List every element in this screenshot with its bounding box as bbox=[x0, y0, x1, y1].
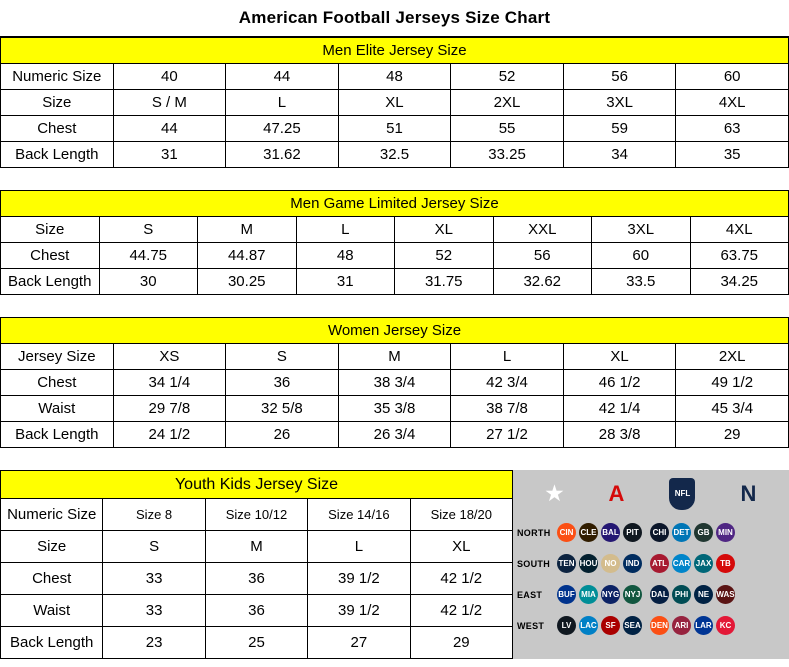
division-rows bbox=[513, 517, 789, 641]
row-value: 39 1/2 bbox=[308, 595, 410, 627]
row-value: L bbox=[308, 531, 410, 563]
eagles-logo-icon: PHI bbox=[672, 585, 691, 604]
chiefs-logo-icon: KC bbox=[716, 616, 735, 635]
row-value: S bbox=[226, 344, 339, 370]
page-title bbox=[0, 0, 789, 37]
bengals-logo-icon: CIN bbox=[557, 523, 576, 542]
division-row bbox=[513, 579, 789, 610]
afc-team-group bbox=[557, 585, 642, 604]
table-row bbox=[1, 627, 513, 659]
row-label: Size bbox=[1, 90, 114, 116]
row-label: Chest bbox=[1, 370, 114, 396]
row-label: Back Length bbox=[1, 627, 103, 659]
row-value: 59 bbox=[563, 116, 676, 142]
page-title-text: American Football Jerseys Size Chart bbox=[238, 8, 551, 27]
giants-logo-icon: NYG bbox=[601, 585, 620, 604]
row-value: 32.5 bbox=[338, 142, 451, 168]
afc-logo: A bbox=[608, 480, 625, 506]
nfl-star-logo: ★ bbox=[545, 482, 564, 505]
lions-logo-icon: DET bbox=[672, 523, 691, 542]
conference-logos bbox=[513, 470, 789, 517]
table-row bbox=[1, 563, 513, 595]
rams-logo-icon: LAR bbox=[694, 616, 713, 635]
colts-logo-icon: IND bbox=[623, 554, 642, 573]
row-value: L bbox=[226, 90, 339, 116]
table-row bbox=[1, 370, 789, 396]
row-value: Size 14/16 bbox=[308, 499, 410, 531]
afc-team-group bbox=[557, 554, 642, 573]
row-value: 46 1/2 bbox=[563, 370, 676, 396]
texans-logo-icon: HOU bbox=[579, 554, 598, 573]
row-value: 29 bbox=[676, 422, 789, 448]
jaguars-logo-icon: JAX bbox=[694, 554, 713, 573]
division-row bbox=[513, 548, 789, 579]
table-row bbox=[1, 422, 789, 448]
saints-logo-icon: NO bbox=[601, 554, 620, 573]
afc-team-group bbox=[557, 523, 642, 542]
row-value: 31 bbox=[113, 142, 226, 168]
row-label: Jersey Size bbox=[1, 344, 114, 370]
row-value: 24 1/2 bbox=[113, 422, 226, 448]
packers-logo-icon: GB bbox=[694, 523, 713, 542]
row-value: 60 bbox=[592, 243, 691, 269]
section-header-row bbox=[1, 38, 789, 64]
49ers-logo-icon: SF bbox=[601, 616, 620, 635]
row-value: 34 1/4 bbox=[113, 370, 226, 396]
row-value: 42 1/4 bbox=[563, 396, 676, 422]
row-value: 56 bbox=[493, 243, 592, 269]
row-value: 26 bbox=[226, 422, 339, 448]
row-label: Size bbox=[1, 531, 103, 563]
row-label: Waist bbox=[1, 396, 114, 422]
browns-logo-icon: CLE bbox=[579, 523, 598, 542]
nfc-team-group bbox=[650, 616, 735, 635]
nfl-teams-panel bbox=[513, 470, 789, 659]
row-value: 4XL bbox=[690, 217, 789, 243]
section-title: Men Game Limited Jersey Size bbox=[1, 191, 789, 217]
table-row bbox=[1, 142, 789, 168]
section-header-row bbox=[1, 318, 789, 344]
row-value: 30 bbox=[99, 269, 198, 295]
row-value: 2XL bbox=[676, 344, 789, 370]
row-value: 30.25 bbox=[198, 269, 297, 295]
row-value: 3XL bbox=[592, 217, 691, 243]
table-row bbox=[1, 90, 789, 116]
row-value: 47.25 bbox=[226, 116, 339, 142]
row-value: M bbox=[338, 344, 451, 370]
row-value: XL bbox=[395, 217, 494, 243]
section-spacer bbox=[0, 168, 789, 190]
row-label: Back Length bbox=[1, 269, 100, 295]
row-value: Size 18/20 bbox=[410, 499, 512, 531]
bears-logo-icon: CHI bbox=[650, 523, 669, 542]
row-value: 48 bbox=[338, 64, 451, 90]
row-value: 55 bbox=[451, 116, 564, 142]
section-title: Women Jersey Size bbox=[1, 318, 789, 344]
row-label: Chest bbox=[1, 243, 100, 269]
row-value: XXL bbox=[493, 217, 592, 243]
row-value: 44 bbox=[113, 116, 226, 142]
row-value: 26 3/4 bbox=[338, 422, 451, 448]
row-value: S / M bbox=[113, 90, 226, 116]
row-label: Numeric Size bbox=[1, 499, 103, 531]
table-row bbox=[1, 595, 513, 627]
section-header-row bbox=[1, 191, 789, 217]
table-row bbox=[1, 396, 789, 422]
section-spacer bbox=[0, 295, 789, 317]
row-value: 32 5/8 bbox=[226, 396, 339, 422]
row-value: 52 bbox=[395, 243, 494, 269]
table-row bbox=[1, 217, 789, 243]
row-value: M bbox=[198, 217, 297, 243]
seahawks-logo-icon: SEA bbox=[623, 616, 642, 635]
row-label: Chest bbox=[1, 116, 114, 142]
row-value: 35 3/8 bbox=[338, 396, 451, 422]
row-value: 42 1/2 bbox=[410, 595, 512, 627]
nfc-team-group bbox=[650, 585, 735, 604]
buccaneers-logo-icon: TB bbox=[716, 554, 735, 573]
panthers-logo-icon: CAR bbox=[672, 554, 691, 573]
row-value: 39 1/2 bbox=[308, 563, 410, 595]
section-header-row bbox=[1, 471, 513, 499]
division-row bbox=[513, 517, 789, 548]
bills-logo-icon: BUF bbox=[557, 585, 576, 604]
row-label: Waist bbox=[1, 595, 103, 627]
cowboys-logo-icon: DAL bbox=[650, 585, 669, 604]
row-value: 29 bbox=[410, 627, 512, 659]
section-title: Men Elite Jersey Size bbox=[1, 38, 789, 64]
row-value: 45 3/4 bbox=[676, 396, 789, 422]
row-value: XL bbox=[338, 90, 451, 116]
row-value: 33 bbox=[103, 595, 205, 627]
row-value: 63 bbox=[676, 116, 789, 142]
row-value: 4XL bbox=[676, 90, 789, 116]
falcons-logo-icon: ATL bbox=[650, 554, 669, 573]
size-table-1 bbox=[0, 190, 789, 295]
table-row bbox=[1, 243, 789, 269]
row-value: S bbox=[103, 531, 205, 563]
row-value: 42 1/2 bbox=[410, 563, 512, 595]
row-value: 31.75 bbox=[395, 269, 494, 295]
table-row bbox=[1, 344, 789, 370]
row-label: Numeric Size bbox=[1, 64, 114, 90]
row-value: 48 bbox=[296, 243, 395, 269]
row-value: 2XL bbox=[451, 90, 564, 116]
row-value: 63.75 bbox=[690, 243, 789, 269]
row-value: S bbox=[99, 217, 198, 243]
titans-logo-icon: TEN bbox=[557, 554, 576, 573]
cardinals-logo-icon: ARI bbox=[672, 616, 691, 635]
patriots-logo-icon: NE bbox=[694, 585, 713, 604]
row-value: 44.87 bbox=[198, 243, 297, 269]
row-value: 29 7/8 bbox=[113, 396, 226, 422]
row-value: 49 1/2 bbox=[676, 370, 789, 396]
row-value: 42 3/4 bbox=[451, 370, 564, 396]
table-row bbox=[1, 499, 513, 531]
size-sections bbox=[0, 37, 789, 470]
row-value: 38 7/8 bbox=[451, 396, 564, 422]
row-label: Size bbox=[1, 217, 100, 243]
raiders-logo-icon: LV bbox=[557, 616, 576, 635]
size-table-0 bbox=[0, 37, 789, 168]
row-value: 35 bbox=[676, 142, 789, 168]
division-label: EAST bbox=[517, 589, 543, 600]
broncos-logo-icon: DEN bbox=[650, 616, 669, 635]
row-value: 23 bbox=[103, 627, 205, 659]
afc-team-group bbox=[557, 616, 642, 635]
section-spacer bbox=[0, 448, 789, 470]
jets-logo-icon: NYJ bbox=[623, 585, 642, 604]
row-value: 51 bbox=[338, 116, 451, 142]
table-row bbox=[1, 531, 513, 563]
row-value: 31.62 bbox=[226, 142, 339, 168]
nfl-shield-logo: NFL bbox=[669, 478, 695, 510]
table-row bbox=[1, 64, 789, 90]
table-row bbox=[1, 116, 789, 142]
row-value: L bbox=[296, 217, 395, 243]
division-label: NORTH bbox=[517, 527, 551, 538]
division-label: SOUTH bbox=[517, 558, 550, 569]
nfc-team-group bbox=[650, 523, 735, 542]
bottom-area bbox=[0, 470, 789, 659]
ravens-logo-icon: BAL bbox=[601, 523, 620, 542]
table-row bbox=[1, 269, 789, 295]
division-row bbox=[513, 610, 789, 641]
row-value: 3XL bbox=[563, 90, 676, 116]
row-value: 33.25 bbox=[451, 142, 564, 168]
row-value: 60 bbox=[676, 64, 789, 90]
size-table-2 bbox=[0, 317, 789, 448]
row-value: XL bbox=[410, 531, 512, 563]
division-label: WEST bbox=[517, 620, 545, 631]
row-value: 38 3/4 bbox=[338, 370, 451, 396]
row-value: 44.75 bbox=[99, 243, 198, 269]
row-value: 27 1/2 bbox=[451, 422, 564, 448]
row-value: L bbox=[451, 344, 564, 370]
row-value: 31 bbox=[296, 269, 395, 295]
youth-table-wrap bbox=[0, 470, 513, 659]
vikings-logo-icon: MIN bbox=[716, 523, 735, 542]
row-value: Size 8 bbox=[103, 499, 205, 531]
youth-kids-size-table bbox=[0, 470, 513, 659]
steelers-logo-icon: PIT bbox=[623, 523, 642, 542]
row-value: 34 bbox=[563, 142, 676, 168]
nfc-logo: N bbox=[740, 480, 757, 506]
row-value: 25 bbox=[205, 627, 307, 659]
chargers-logo-icon: LAC bbox=[579, 616, 598, 635]
row-label: Back Length bbox=[1, 142, 114, 168]
row-value: 33 bbox=[103, 563, 205, 595]
row-value: 36 bbox=[205, 595, 307, 627]
row-value: 34.25 bbox=[690, 269, 789, 295]
section-title: Youth Kids Jersey Size bbox=[1, 471, 513, 499]
row-value: XS bbox=[113, 344, 226, 370]
row-value: XL bbox=[563, 344, 676, 370]
row-value: 28 3/8 bbox=[563, 422, 676, 448]
row-value: Size 10/12 bbox=[205, 499, 307, 531]
row-value: 32.62 bbox=[493, 269, 592, 295]
row-label: Back Length bbox=[1, 422, 114, 448]
nfc-team-group bbox=[650, 554, 735, 573]
commanders-logo-icon: WAS bbox=[716, 585, 735, 604]
row-value: 36 bbox=[205, 563, 307, 595]
row-value: 40 bbox=[113, 64, 226, 90]
row-value: M bbox=[205, 531, 307, 563]
row-value: 36 bbox=[226, 370, 339, 396]
row-value: 44 bbox=[226, 64, 339, 90]
row-label: Chest bbox=[1, 563, 103, 595]
row-value: 52 bbox=[451, 64, 564, 90]
row-value: 27 bbox=[308, 627, 410, 659]
row-value: 33.5 bbox=[592, 269, 691, 295]
dolphins-logo-icon: MIA bbox=[579, 585, 598, 604]
row-value: 56 bbox=[563, 64, 676, 90]
